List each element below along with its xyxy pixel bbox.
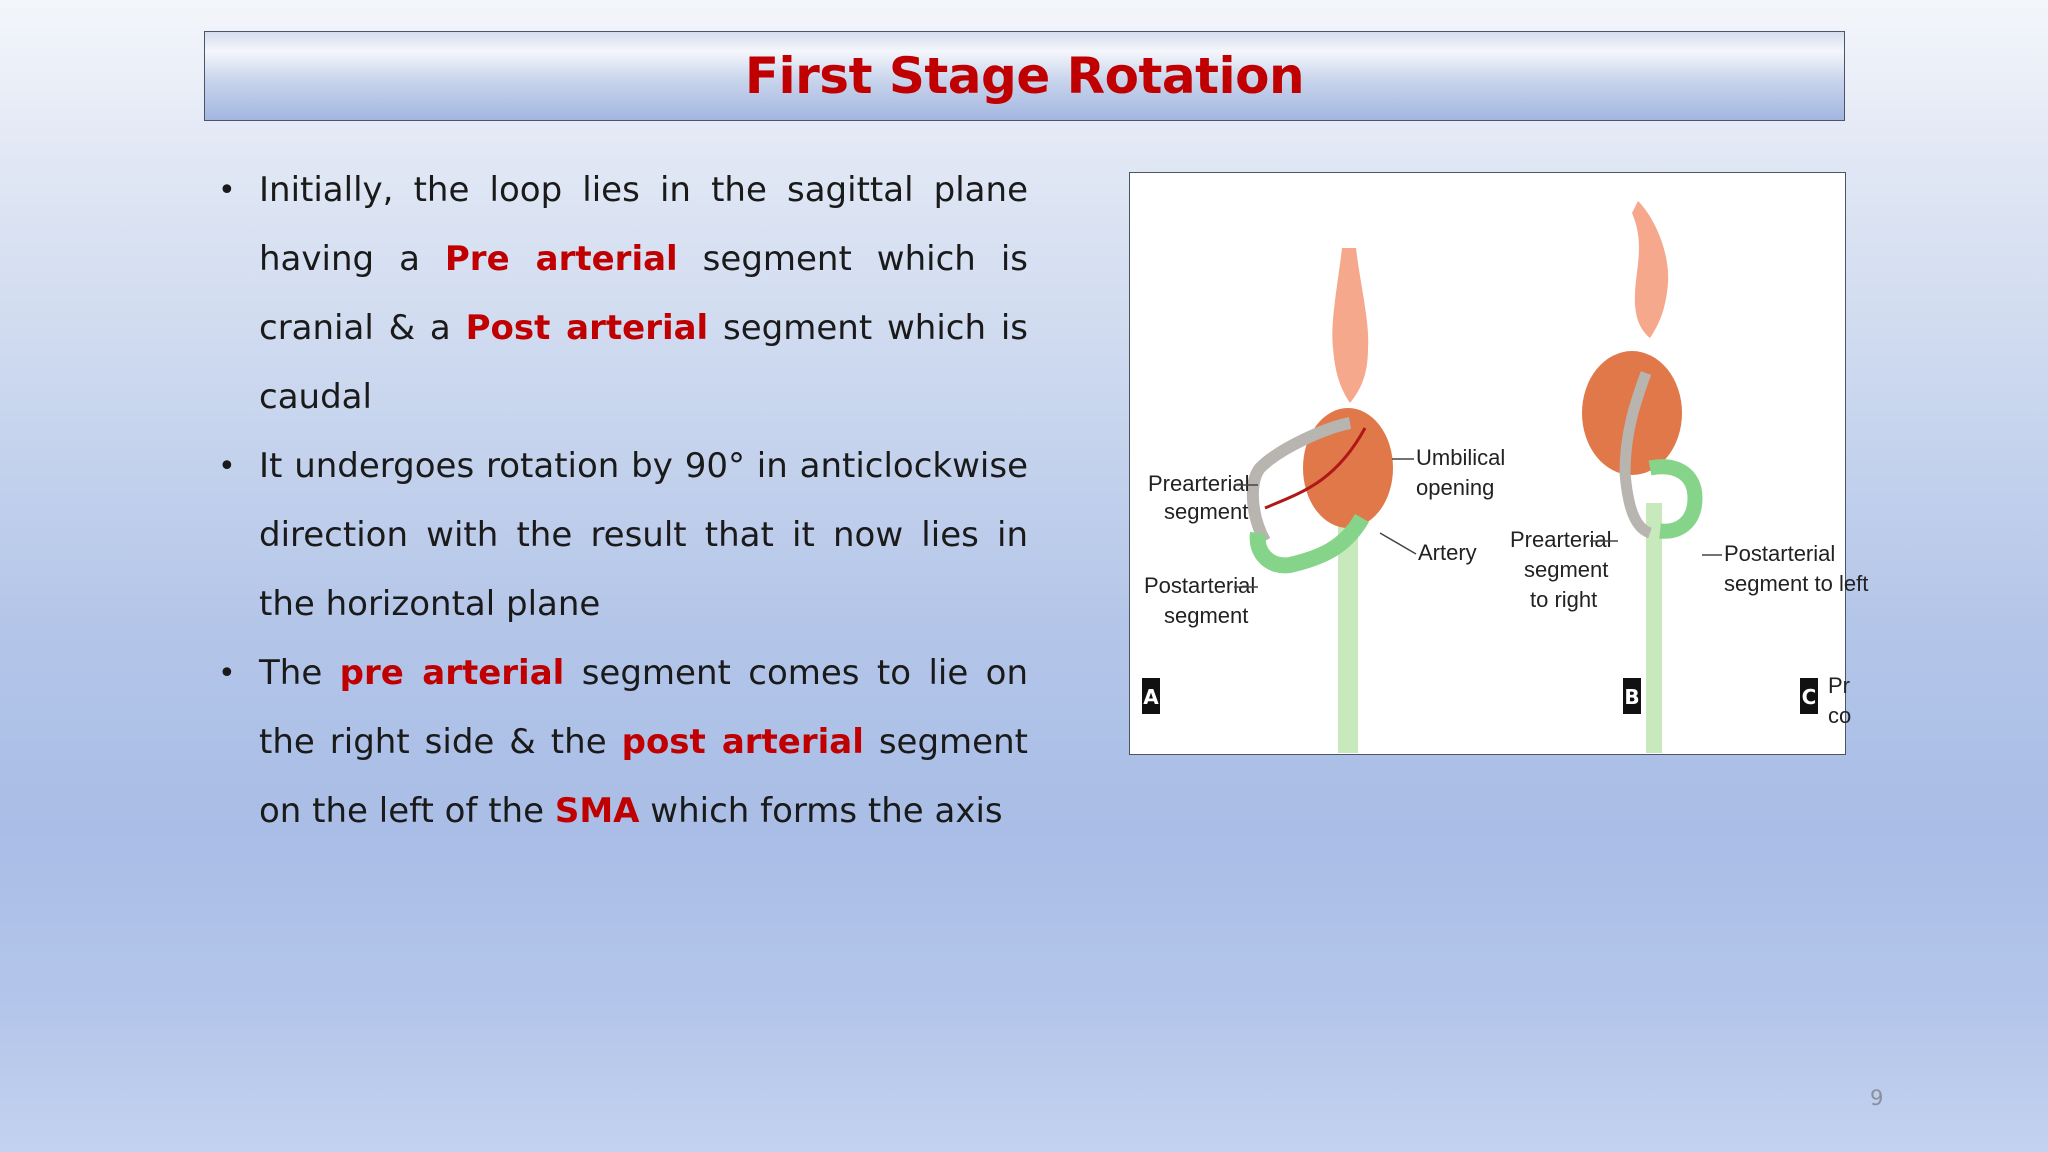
bullet-text: It undergoes rotation by 90° in anticlockwise direction with the result that it now lies in the horizontal plane — [259, 446, 1028, 624]
label-b-prearterial-3: to right — [1530, 587, 1598, 612]
highlighted-term: Post arterial — [465, 308, 709, 348]
bullet-list — [218, 156, 1028, 846]
label-b-prearterial-1: Prearterial — [1510, 527, 1612, 552]
bullet-text: The — [259, 653, 340, 693]
highlighted-term: post arterial — [621, 722, 864, 762]
bullet-item — [218, 156, 1028, 432]
highlighted-term: SMA — [554, 791, 640, 831]
label-a-postarterial-2: segment — [1164, 603, 1249, 628]
label-a-prearterial-2: segment — [1164, 499, 1249, 524]
bullet-dot: • — [218, 173, 236, 208]
bullet-item — [218, 432, 1028, 639]
label-a-umbilical-2: opening — [1416, 475, 1495, 500]
page-number: 9 — [1870, 1086, 1884, 1110]
bullet-text: which forms the axis — [639, 791, 1003, 831]
panel-letter-b: B — [1624, 685, 1640, 709]
panel-label-c — [1800, 678, 1818, 714]
bullet-item — [218, 639, 1028, 846]
label-b-postarterial-1: Postarterial — [1724, 541, 1836, 566]
highlighted-term: pre arterial — [339, 653, 565, 693]
label-b-prearterial-2: segment — [1524, 557, 1609, 582]
label-a-prearterial-1: Prearterial — [1148, 471, 1250, 496]
panel-label-b — [1623, 678, 1641, 714]
panel-label-a — [1142, 678, 1160, 714]
label-c-cut-1: Pr — [1828, 673, 1850, 698]
label-b-postarterial-2: segment to left — [1724, 571, 1869, 596]
bullet-dot: • — [218, 656, 236, 691]
panel-letter-a: A — [1143, 685, 1159, 709]
panel-letter-c: C — [1801, 685, 1817, 709]
bullet-text: segment which is caudal — [259, 308, 1028, 417]
bullet-dot: • — [218, 449, 236, 484]
label-a-umbilical-1: Umbilical — [1416, 445, 1506, 470]
bullet-text: segment which is cranial & a — [259, 239, 1028, 348]
bullet-text: Initially, the loop lies in the sagittal plane having a — [259, 170, 1028, 279]
bullet-text: segment on the left of the — [259, 722, 1028, 831]
bullet-text: segment comes to lie on the right side & the — [259, 653, 1029, 762]
figure-illustration — [1130, 173, 1869, 753]
slide-title: First Stage Rotation — [744, 47, 1305, 105]
label-c-cut-2: co — [1828, 703, 1852, 728]
vitelline-stalk-b — [1646, 503, 1662, 753]
leader-a-artery — [1380, 533, 1416, 554]
label-a-postarterial-1: Postarterial — [1144, 573, 1256, 598]
stomach-a — [1332, 248, 1368, 403]
title-banner — [204, 31, 1845, 121]
label-a-artery: Artery — [1418, 540, 1477, 565]
highlighted-term: Pre arterial — [444, 239, 678, 279]
midgut-rotation-figure — [1129, 172, 1869, 755]
stomach-b — [1632, 201, 1668, 338]
